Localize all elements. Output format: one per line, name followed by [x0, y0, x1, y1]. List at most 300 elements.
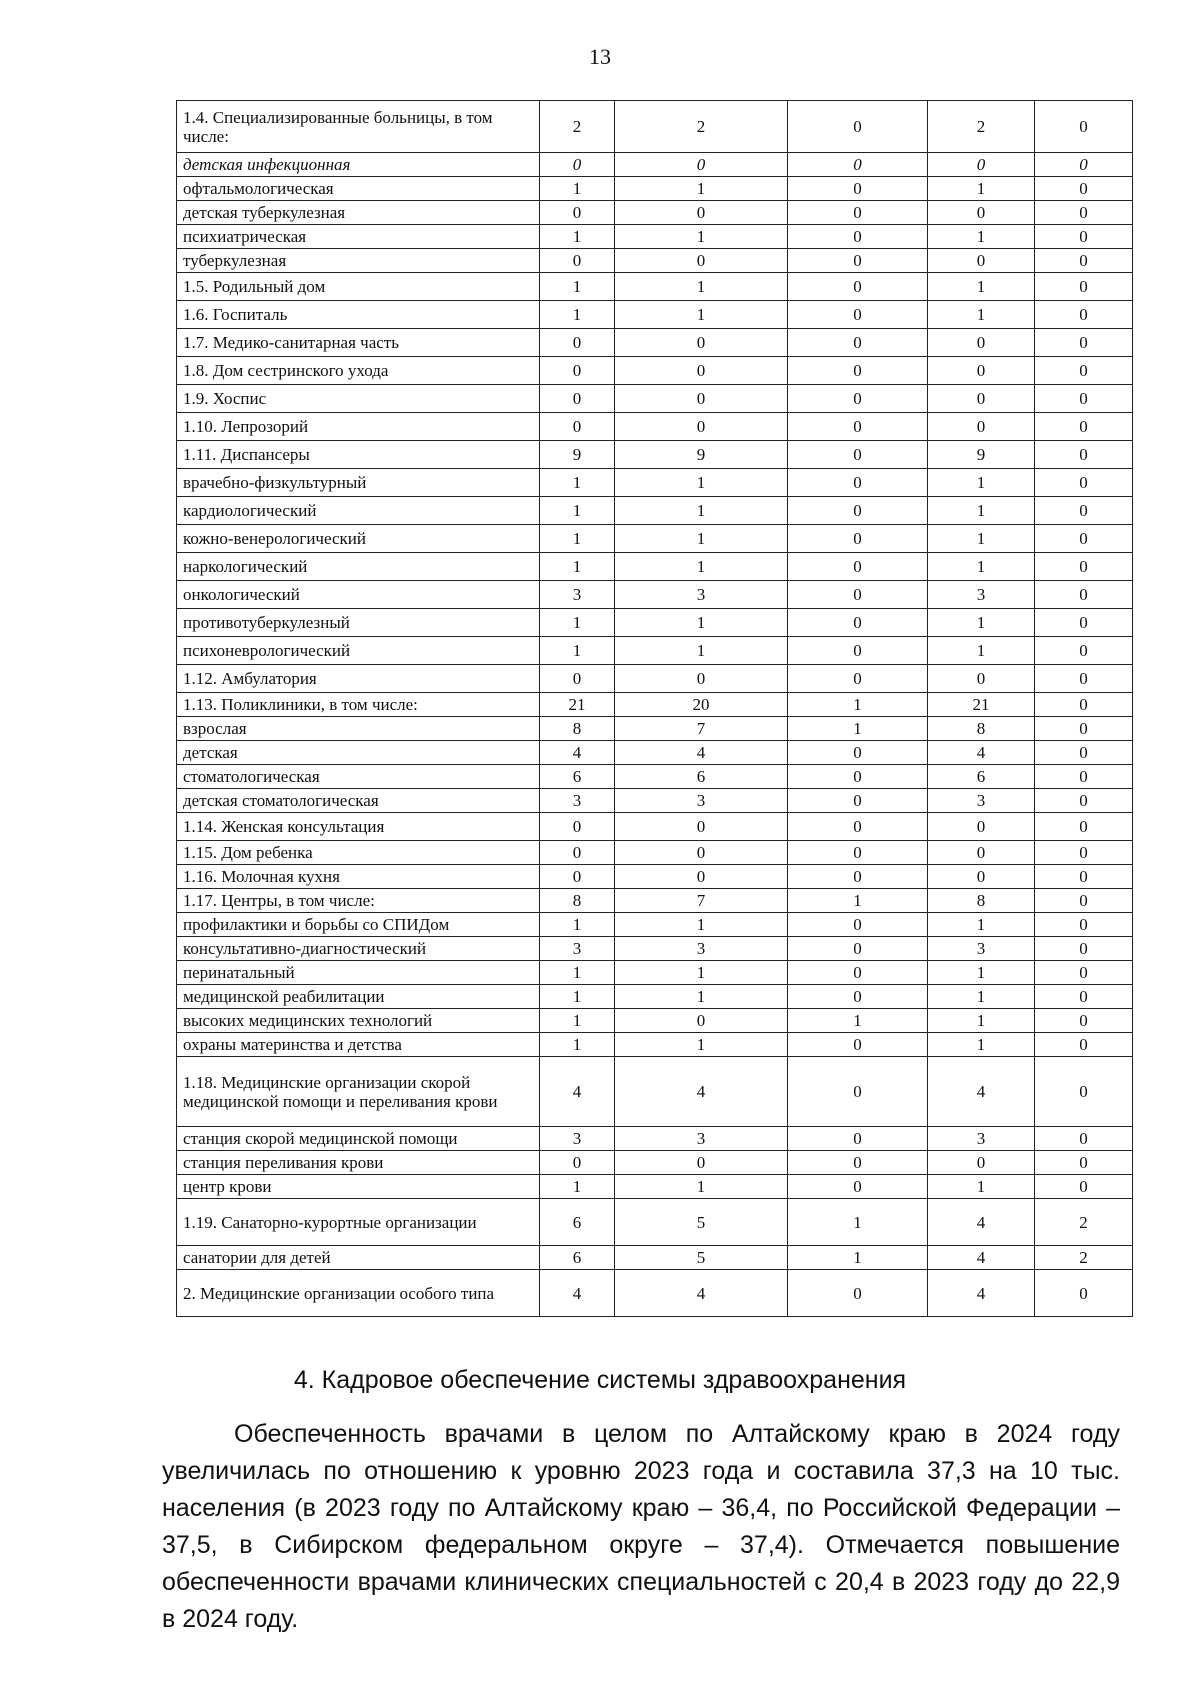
row-value: 0: [788, 249, 928, 273]
row-value: 1: [540, 273, 615, 301]
row-value: 0: [615, 249, 788, 273]
row-value: 0: [1035, 1033, 1133, 1057]
table-row: [177, 225, 1133, 249]
row-value: 1: [928, 273, 1035, 301]
row-value: 1: [615, 913, 788, 937]
row-value: 2: [928, 101, 1035, 153]
row-value: 0: [1035, 937, 1133, 961]
row-value: 0: [928, 249, 1035, 273]
row-value: 0: [788, 789, 928, 813]
row-value: 0: [1035, 985, 1133, 1009]
row-value: 0: [540, 385, 615, 413]
row-value: 6: [540, 1246, 615, 1270]
row-value: 4: [928, 1199, 1035, 1246]
row-value: 0: [1035, 1009, 1133, 1033]
statistics-table-container: [176, 100, 1132, 1317]
row-label: 1.10. Лепрозорий: [177, 413, 540, 441]
row-value: 3: [540, 937, 615, 961]
row-value: 1: [540, 177, 615, 201]
row-value: 0: [540, 357, 615, 385]
row-value: 0: [1035, 385, 1133, 413]
row-value: 1: [928, 525, 1035, 553]
section-heading: 4. Кадровое обеспечение системы здравоохранения: [293, 1366, 907, 1394]
table-row: [177, 985, 1133, 1009]
row-value: 1: [540, 985, 615, 1009]
row-value: 1: [788, 1246, 928, 1270]
row-value: 0: [928, 357, 1035, 385]
row-value: 0: [1035, 741, 1133, 765]
row-value: 0: [1035, 273, 1133, 301]
row-value: 1: [615, 273, 788, 301]
row-label: 1.18. Медицинские организации скорой медицинской помощи и переливания крови: [177, 1057, 540, 1127]
row-value: 7: [615, 889, 788, 913]
row-label: кожно-венерологический: [177, 525, 540, 553]
table-row: [177, 329, 1133, 357]
row-value: 3: [540, 789, 615, 813]
row-value: 0: [615, 385, 788, 413]
row-value: 1: [928, 1175, 1035, 1199]
row-value: 2: [1035, 1199, 1133, 1246]
row-value: 2: [540, 101, 615, 153]
row-label: детская туберкулезная: [177, 201, 540, 225]
row-label: 2. Медицинские организации особого типа: [177, 1270, 540, 1317]
row-value: 4: [928, 741, 1035, 765]
row-value: 0: [788, 1151, 928, 1175]
table-row: [177, 201, 1133, 225]
row-value: 21: [540, 693, 615, 717]
row-value: 1: [540, 225, 615, 249]
table-row: [177, 637, 1133, 665]
table-row: [177, 441, 1133, 469]
row-value: 0: [788, 1127, 928, 1151]
row-value: 0: [788, 329, 928, 357]
table-row: [177, 101, 1133, 153]
row-value: 0: [615, 865, 788, 889]
table-row: [177, 273, 1133, 301]
row-value: 0: [1035, 1175, 1133, 1199]
row-value: 1: [788, 717, 928, 741]
row-value: 0: [928, 329, 1035, 357]
row-value: 1: [788, 1199, 928, 1246]
row-value: 5: [615, 1199, 788, 1246]
row-value: 6: [540, 1199, 615, 1246]
table-row: [177, 1033, 1133, 1057]
row-value: 4: [615, 1057, 788, 1127]
row-label: станция переливания крови: [177, 1151, 540, 1175]
row-label: взрослая: [177, 717, 540, 741]
row-value: 0: [788, 153, 928, 177]
row-value: 0: [788, 581, 928, 609]
row-value: 0: [788, 225, 928, 249]
row-value: 0: [615, 413, 788, 441]
row-value: 0: [1035, 665, 1133, 693]
table-row: [177, 1151, 1133, 1175]
row-value: 0: [540, 665, 615, 693]
row-value: 0: [788, 1270, 928, 1317]
row-value: 0: [928, 153, 1035, 177]
table-row: [177, 553, 1133, 581]
row-value: 1: [615, 225, 788, 249]
row-value: 1: [540, 913, 615, 937]
row-value: 0: [788, 301, 928, 329]
statistics-table: [176, 100, 1133, 1317]
row-value: 0: [1035, 525, 1133, 553]
row-value: 0: [540, 865, 615, 889]
row-value: 1: [540, 637, 615, 665]
row-value: 0: [1035, 201, 1133, 225]
row-value: 1: [928, 1033, 1035, 1057]
row-value: 1: [928, 225, 1035, 249]
row-value: 0: [1035, 865, 1133, 889]
row-label: кардиологический: [177, 497, 540, 525]
row-value: 1: [540, 553, 615, 581]
row-value: 0: [788, 609, 928, 637]
table-row: [177, 1175, 1133, 1199]
row-value: 0: [1035, 329, 1133, 357]
row-value: 1: [540, 1033, 615, 1057]
row-value: 1: [928, 985, 1035, 1009]
row-value: 0: [928, 201, 1035, 225]
row-value: 0: [788, 813, 928, 841]
row-value: 1: [540, 1009, 615, 1033]
row-value: 4: [928, 1270, 1035, 1317]
row-value: 4: [928, 1057, 1035, 1127]
row-value: 1: [615, 609, 788, 637]
row-label: 1.14. Женская консультация: [177, 813, 540, 841]
row-label: онкологический: [177, 581, 540, 609]
table-row: [177, 1270, 1133, 1317]
row-value: 0: [788, 553, 928, 581]
table-row: [177, 177, 1133, 201]
row-value: 4: [540, 1270, 615, 1317]
row-value: 0: [788, 497, 928, 525]
row-value: 0: [615, 813, 788, 841]
row-value: 3: [928, 1127, 1035, 1151]
row-value: 0: [788, 273, 928, 301]
row-value: 0: [1035, 301, 1133, 329]
row-value: 0: [1035, 609, 1133, 637]
row-value: 1: [928, 301, 1035, 329]
row-value: 1: [540, 469, 615, 497]
row-value: 0: [540, 249, 615, 273]
table-row: [177, 841, 1133, 865]
row-label: 1.16. Молочная кухня: [177, 865, 540, 889]
row-value: 0: [1035, 637, 1133, 665]
row-value: 8: [540, 889, 615, 913]
row-value: 3: [615, 581, 788, 609]
row-value: 0: [928, 865, 1035, 889]
row-value: 1: [788, 693, 928, 717]
row-value: 3: [928, 581, 1035, 609]
row-value: 0: [615, 201, 788, 225]
row-value: 1: [540, 1175, 615, 1199]
row-label: детская: [177, 741, 540, 765]
row-value: 0: [1035, 1151, 1133, 1175]
row-value: 1: [615, 961, 788, 985]
row-label: 1.6. Госпиталь: [177, 301, 540, 329]
row-value: 0: [1035, 357, 1133, 385]
table-row: [177, 937, 1133, 961]
row-value: 8: [928, 889, 1035, 913]
row-value: 3: [540, 581, 615, 609]
row-value: 5: [615, 1246, 788, 1270]
row-label: охраны материнства и детства: [177, 1033, 540, 1057]
page-number: 13: [589, 44, 611, 69]
row-value: 0: [615, 153, 788, 177]
row-value: 1: [928, 177, 1035, 201]
row-value: 0: [788, 1033, 928, 1057]
row-label: консультативно-диагностический: [177, 937, 540, 961]
row-value: 1: [615, 553, 788, 581]
row-label: высоких медицинских технологий: [177, 1009, 540, 1033]
row-value: 0: [1035, 913, 1133, 937]
row-value: 0: [1035, 441, 1133, 469]
table-row: [177, 865, 1133, 889]
row-label: противотуберкулезный: [177, 609, 540, 637]
row-value: 0: [788, 385, 928, 413]
table-row: [177, 693, 1133, 717]
row-value: 0: [1035, 225, 1133, 249]
row-value: 1: [615, 637, 788, 665]
row-label: 1.9. Хоспис: [177, 385, 540, 413]
row-value: 0: [615, 357, 788, 385]
row-value: 0: [1035, 717, 1133, 741]
table-row: [177, 525, 1133, 553]
row-value: 3: [928, 937, 1035, 961]
row-value: 0: [615, 841, 788, 865]
table-row: [177, 1127, 1133, 1151]
row-value: 9: [615, 441, 788, 469]
row-value: 1: [928, 637, 1035, 665]
table-row: [177, 889, 1133, 913]
row-value: 1: [540, 961, 615, 985]
row-value: 0: [1035, 553, 1133, 581]
row-label: перинатальный: [177, 961, 540, 985]
row-value: 0: [788, 637, 928, 665]
row-value: 1: [615, 301, 788, 329]
row-value: 0: [788, 525, 928, 553]
table-row: [177, 1246, 1133, 1270]
row-value: 0: [615, 329, 788, 357]
row-value: 0: [1035, 497, 1133, 525]
row-value: 1: [928, 913, 1035, 937]
row-value: 3: [540, 1127, 615, 1151]
row-value: 7: [615, 717, 788, 741]
row-value: 1: [928, 1009, 1035, 1033]
row-value: 1: [540, 609, 615, 637]
row-label: 1.11. Диспансеры: [177, 441, 540, 469]
table-row: [177, 813, 1133, 841]
row-value: 6: [928, 765, 1035, 789]
row-value: 0: [788, 665, 928, 693]
row-value: 6: [615, 765, 788, 789]
table-row: [177, 961, 1133, 985]
row-value: 4: [928, 1246, 1035, 1270]
row-value: 1: [928, 497, 1035, 525]
row-value: 0: [1035, 813, 1133, 841]
row-value: 0: [540, 1151, 615, 1175]
row-label: санатории для детей: [177, 1246, 540, 1270]
row-value: 0: [615, 1009, 788, 1033]
row-value: 21: [928, 693, 1035, 717]
table-row: [177, 717, 1133, 741]
section-paragraph: Обеспеченность врачами в целом по Алтайскому краю в 2024 году увеличилась по отношению к уровню 2023 года и составила 37,3 на 10 тыс. населения (в 2023 году по Алтайскому краю – 36,4, по Российской Федерации – 37,5, в Сибирском федеральном округе – 37,4). Отмечается повышение обеспеченности врачами клинических специальностей с 20,4 в 2023 году до 22,9 в 2024 году.: [162, 1420, 1120, 1633]
row-label: стоматологическая: [177, 765, 540, 789]
row-label: 1.17. Центры, в том числе:: [177, 889, 540, 913]
table-row: [177, 153, 1133, 177]
row-value: 2: [1035, 1246, 1133, 1270]
row-value: 0: [540, 841, 615, 865]
row-value: 3: [615, 789, 788, 813]
row-value: 0: [788, 469, 928, 497]
row-label: наркологический: [177, 553, 540, 581]
row-value: 0: [928, 1151, 1035, 1175]
row-value: 0: [788, 1175, 928, 1199]
row-value: 0: [1035, 177, 1133, 201]
row-value: 0: [1035, 101, 1133, 153]
row-value: 0: [1035, 153, 1133, 177]
row-value: 0: [788, 741, 928, 765]
table-row: [177, 665, 1133, 693]
row-value: 9: [540, 441, 615, 469]
row-label: детская стоматологическая: [177, 789, 540, 813]
row-value: 3: [615, 937, 788, 961]
row-value: 3: [928, 789, 1035, 813]
row-value: 0: [788, 913, 928, 937]
row-value: 9: [928, 441, 1035, 469]
row-value: 1: [615, 525, 788, 553]
row-value: 0: [788, 985, 928, 1009]
row-value: 1: [928, 609, 1035, 637]
table-row: [177, 413, 1133, 441]
row-value: 0: [1035, 889, 1133, 913]
row-value: 6: [540, 765, 615, 789]
table-row: [177, 741, 1133, 765]
row-value: 1: [615, 469, 788, 497]
row-value: 0: [1035, 961, 1133, 985]
row-value: 1: [615, 177, 788, 201]
row-value: 0: [1035, 841, 1133, 865]
row-value: 1: [615, 1175, 788, 1199]
row-value: 0: [788, 413, 928, 441]
row-label: станция скорой медицинской помощи: [177, 1127, 540, 1151]
row-label: офтальмологическая: [177, 177, 540, 201]
row-value: 0: [1035, 765, 1133, 789]
row-value: 20: [615, 693, 788, 717]
row-value: 0: [788, 937, 928, 961]
row-value: 0: [1035, 581, 1133, 609]
row-value: 0: [1035, 249, 1133, 273]
row-value: 0: [615, 1151, 788, 1175]
table-row: [177, 581, 1133, 609]
row-value: 1: [540, 301, 615, 329]
table-row: [177, 789, 1133, 813]
row-label: 1.7. Медико-санитарная часть: [177, 329, 540, 357]
table-row: [177, 913, 1133, 937]
row-label: врачебно-физкультурный: [177, 469, 540, 497]
row-label: 1.19. Санаторно-курортные организации: [177, 1199, 540, 1246]
row-label: 1.4. Специализированные больницы, в том числе:: [177, 101, 540, 153]
row-label: профилактики и борьбы со СПИДом: [177, 913, 540, 937]
row-value: 0: [1035, 1270, 1133, 1317]
row-value: 0: [1035, 789, 1133, 813]
row-label: 1.13. Поликлиники, в том числе:: [177, 693, 540, 717]
table-row: [177, 301, 1133, 329]
row-value: 0: [1035, 413, 1133, 441]
row-label: 1.15. Дом ребенка: [177, 841, 540, 865]
row-value: 8: [540, 717, 615, 741]
row-value: 0: [788, 841, 928, 865]
row-value: 0: [788, 357, 928, 385]
row-label: медицинской реабилитации: [177, 985, 540, 1009]
row-value: 0: [1035, 1127, 1133, 1151]
row-label: 1.8. Дом сестринского ухода: [177, 357, 540, 385]
row-value: 0: [788, 177, 928, 201]
row-value: 0: [788, 865, 928, 889]
row-value: 0: [615, 665, 788, 693]
row-value: 0: [788, 441, 928, 469]
row-value: 0: [540, 153, 615, 177]
row-value: 1: [540, 497, 615, 525]
row-value: 0: [540, 201, 615, 225]
row-value: 1: [615, 1033, 788, 1057]
row-label: психоневрологический: [177, 637, 540, 665]
row-value: 0: [928, 813, 1035, 841]
table-row: [177, 765, 1133, 789]
row-label: детская инфекционная: [177, 153, 540, 177]
row-value: 1: [928, 553, 1035, 581]
row-value: 1: [928, 469, 1035, 497]
row-value: 0: [788, 961, 928, 985]
row-value: 4: [540, 741, 615, 765]
row-value: 0: [928, 665, 1035, 693]
row-value: 1: [788, 889, 928, 913]
row-value: 0: [928, 841, 1035, 865]
row-value: 1: [788, 1009, 928, 1033]
row-value: 1: [615, 497, 788, 525]
row-label: 1.5. Родильный дом: [177, 273, 540, 301]
row-value: 1: [928, 961, 1035, 985]
row-value: 0: [1035, 693, 1133, 717]
row-label: психиатрическая: [177, 225, 540, 249]
table-row: [177, 1009, 1133, 1033]
row-value: 0: [1035, 469, 1133, 497]
row-value: 0: [540, 329, 615, 357]
row-value: 4: [615, 1270, 788, 1317]
row-value: 0: [928, 413, 1035, 441]
statistics-table-body: [177, 101, 1133, 1317]
table-row: [177, 385, 1133, 413]
row-value: 4: [540, 1057, 615, 1127]
table-row: [177, 1199, 1133, 1246]
table-row: [177, 497, 1133, 525]
table-row: [177, 249, 1133, 273]
row-value: 1: [615, 985, 788, 1009]
row-value: 0: [1035, 1057, 1133, 1127]
row-value: 8: [928, 717, 1035, 741]
row-value: 0: [540, 813, 615, 841]
table-row: [177, 1057, 1133, 1127]
row-label: центр крови: [177, 1175, 540, 1199]
row-value: 4: [615, 741, 788, 765]
row-label: туберкулезная: [177, 249, 540, 273]
row-value: 1: [540, 525, 615, 553]
row-value: 0: [928, 385, 1035, 413]
table-row: [177, 609, 1133, 637]
table-row: [177, 469, 1133, 497]
table-row: [177, 357, 1133, 385]
row-value: 2: [615, 101, 788, 153]
